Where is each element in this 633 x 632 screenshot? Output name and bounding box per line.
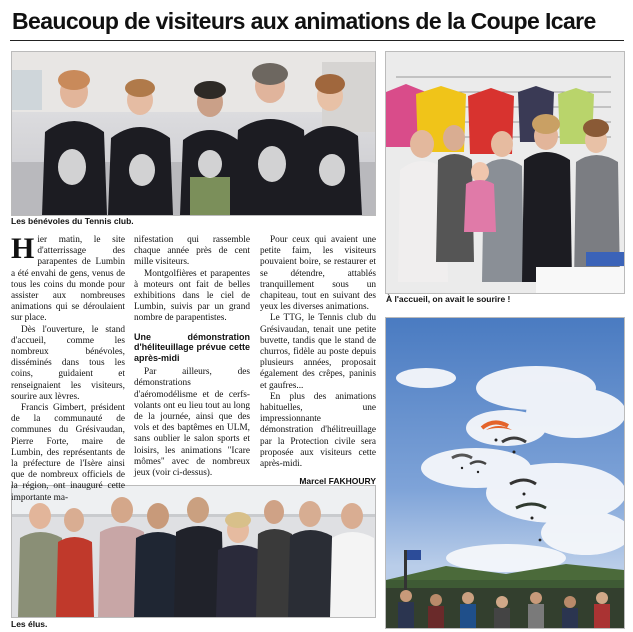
- headline: Beaucoup de visiteurs aux animations de la Coupe Icare: [12, 8, 596, 34]
- article-column-1: [11, 232, 125, 504]
- article-column-2: [134, 235, 250, 479]
- article-paragraph: Francis Gimbert, président de la communauté de communes du Grésivaudan, Pierre Forte, maire de Lumbin, des représentants de la préfecture de l'Isère ainsi que de nombreux officiels de la région, ont inauguré cette importante ma-: [11, 403, 125, 503]
- photo-officials: [11, 485, 376, 618]
- article-paragraph: Par ailleurs, des démonstrations d'aéromodélisme et de cerfs-volants ont eu lieu tout au long de la journée, ainsi que des vols et des baptêmes en ULM, sans oublier le salon sports et loisirs, les animations "Icare mômes" avec de nombreux jeux (voir ci-dessus).: [134, 367, 250, 478]
- photo-volunteers: [11, 51, 376, 216]
- caption-photo-volunteers: Les bénévoles du Tennis club.: [11, 216, 134, 226]
- drop-cap: H: [11, 232, 35, 265]
- article-paragraph: [11, 232, 125, 325]
- article-paragraph: Montgolfières et parapentes à moteurs ont fait de belles exhibitions dans le ciel de Lumbin, suivis par un grand nombre de parapentistes.: [134, 268, 250, 324]
- sky-illustration: [386, 318, 624, 628]
- headline-rule: [10, 40, 624, 41]
- article-subhead: Une démonstration d'héliteuillage prévue cette après-midi: [134, 331, 250, 363]
- article-paragraph: Dès l'ouverture, le stand d'accueil, comme les nombreux bénévoles, disséminés dans tous les coins, guidaient et renseignaient les visiteurs, sourire aux lèvres.: [11, 324, 125, 402]
- article-paragraph: Pour ceux qui avaient une petite faim, les visiteurs pouvaient boire, se restaurer et se détendre, attablés tranquillement sous un chapiteau, tout en suivant des yeux les diverses animations.: [260, 235, 376, 313]
- photo-welcome-stand: [385, 51, 625, 294]
- officials-illustration: [12, 486, 375, 617]
- article-paragraph: nifestation qui rassemble chaque année près de cent mille visiteurs.: [134, 235, 250, 268]
- welcome-stand-illustration: [386, 52, 624, 293]
- article-column-3: [260, 235, 376, 487]
- article-paragraph: Le TTG, le Tennis club du Grésivaudan, tenait une petite buvette, tandis que le stand de churros, fidèle au poste depuis plusieurs années, proposait également des crêpes, paninis et gaufres...: [260, 313, 376, 391]
- article-paragraph: En plus des animations habituelles, une impressionnante démonstration d'hélitreuillage par la Protection civile sera proposée aux visiteurs cette après-midi.: [260, 391, 376, 470]
- byline: Marcel FAKHOURY: [299, 476, 376, 487]
- caption-photo-welcome-stand: À l'accueil, on avait le sourire !: [386, 294, 511, 304]
- photo-sky-paragliders: [385, 317, 625, 629]
- volunteers-illustration: [12, 52, 375, 215]
- caption-photo-officials: Les élus.: [11, 619, 48, 629]
- article-text: ier matin, le site d'atterrissage des parapentes de Lumbin a été envahi de gens, venus de tous les coins du monde pour assister aux nombreuses animations qui se déroulaient sur place.: [11, 235, 125, 324]
